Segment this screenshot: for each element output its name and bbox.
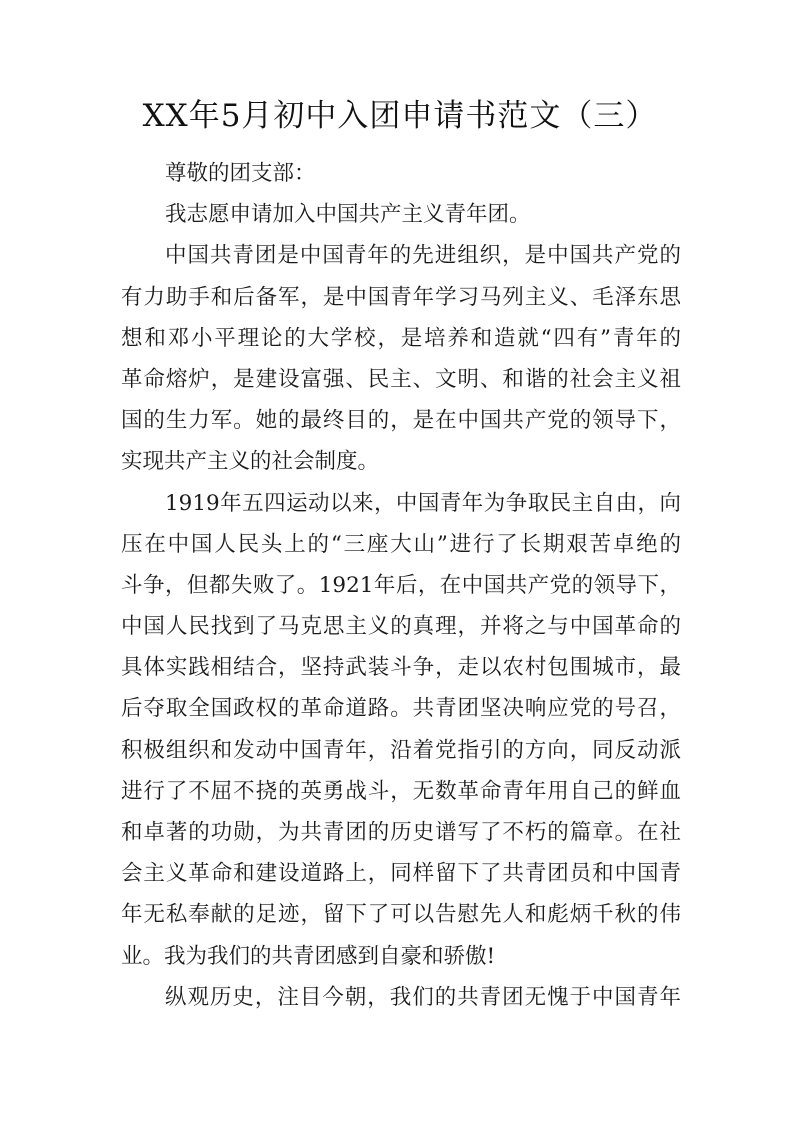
text-line: 和卓著的功勋，为共青团的历史谱写了不朽的篇章。在社	[121, 820, 681, 845]
text-line: 想和邓小平理论的大学校，是培养和造就“四有”青年的	[121, 325, 681, 351]
text-line: 尊敬的团支部：	[165, 161, 316, 186]
text-line: 压在中国人民头上的“三座大山”进行了长期艰苦卓绝的	[121, 531, 681, 557]
text-line: 会主义革命和建设道路上，同样留下了共青团员和中国青	[121, 861, 681, 887]
text-line: 国的生力军。她的最终目的，是在中国共产党的领导下，	[121, 408, 681, 434]
text-line: 业。我为我们的共青团感到自豪和骄傲!	[121, 943, 496, 969]
text-line: 有力助手和后备军，是中国青年学习马列主义、毛泽东思	[121, 284, 681, 310]
text-line: 我志愿申请加入中国共产主义青年团。	[165, 202, 531, 228]
text-line: 1919年五四运动以来，中国青年为争取民主自由，向	[165, 490, 681, 516]
text-line: 年无私奉献的足迹，留下了可以告慰先人和彪炳千秋的伟	[121, 902, 681, 928]
text-line: 积极组织和发动中国青年，沿着党指引的方向，同反动派	[121, 737, 681, 763]
text-line: 革命熔炉，是建设富强、民主、文明、和谐的社会主义祖	[121, 366, 681, 392]
text-line: 实现共产主义的社会制度。	[121, 449, 380, 475]
document-title: XX年5月初中入团申请书范文（三）	[142, 98, 658, 134]
text-line: 后夺取全国政权的革命道路。共青团坚决响应党的号召，	[121, 696, 681, 722]
document-body	[121, 153, 681, 1018]
text-line: 进行了不屈不挠的英勇战斗，无数革命青年用自己的鲜血	[121, 778, 681, 804]
text-line: 中国共青团是中国青年的先进组织，是中国共产党的	[165, 243, 681, 269]
text-line: 中国人民找到了马克思主义的真理，并将之与中国革命的	[121, 614, 681, 640]
text-line: 斗争，但都失败了。1921年后，在中国共产党的领导下，	[121, 572, 681, 598]
text-line: 具体实践相结合，坚持武装斗争，走以农村包围城市，最	[121, 655, 681, 681]
text-line: 纵观历史，注目今朝，我们的共青团无愧于中国青年	[165, 984, 681, 1010]
